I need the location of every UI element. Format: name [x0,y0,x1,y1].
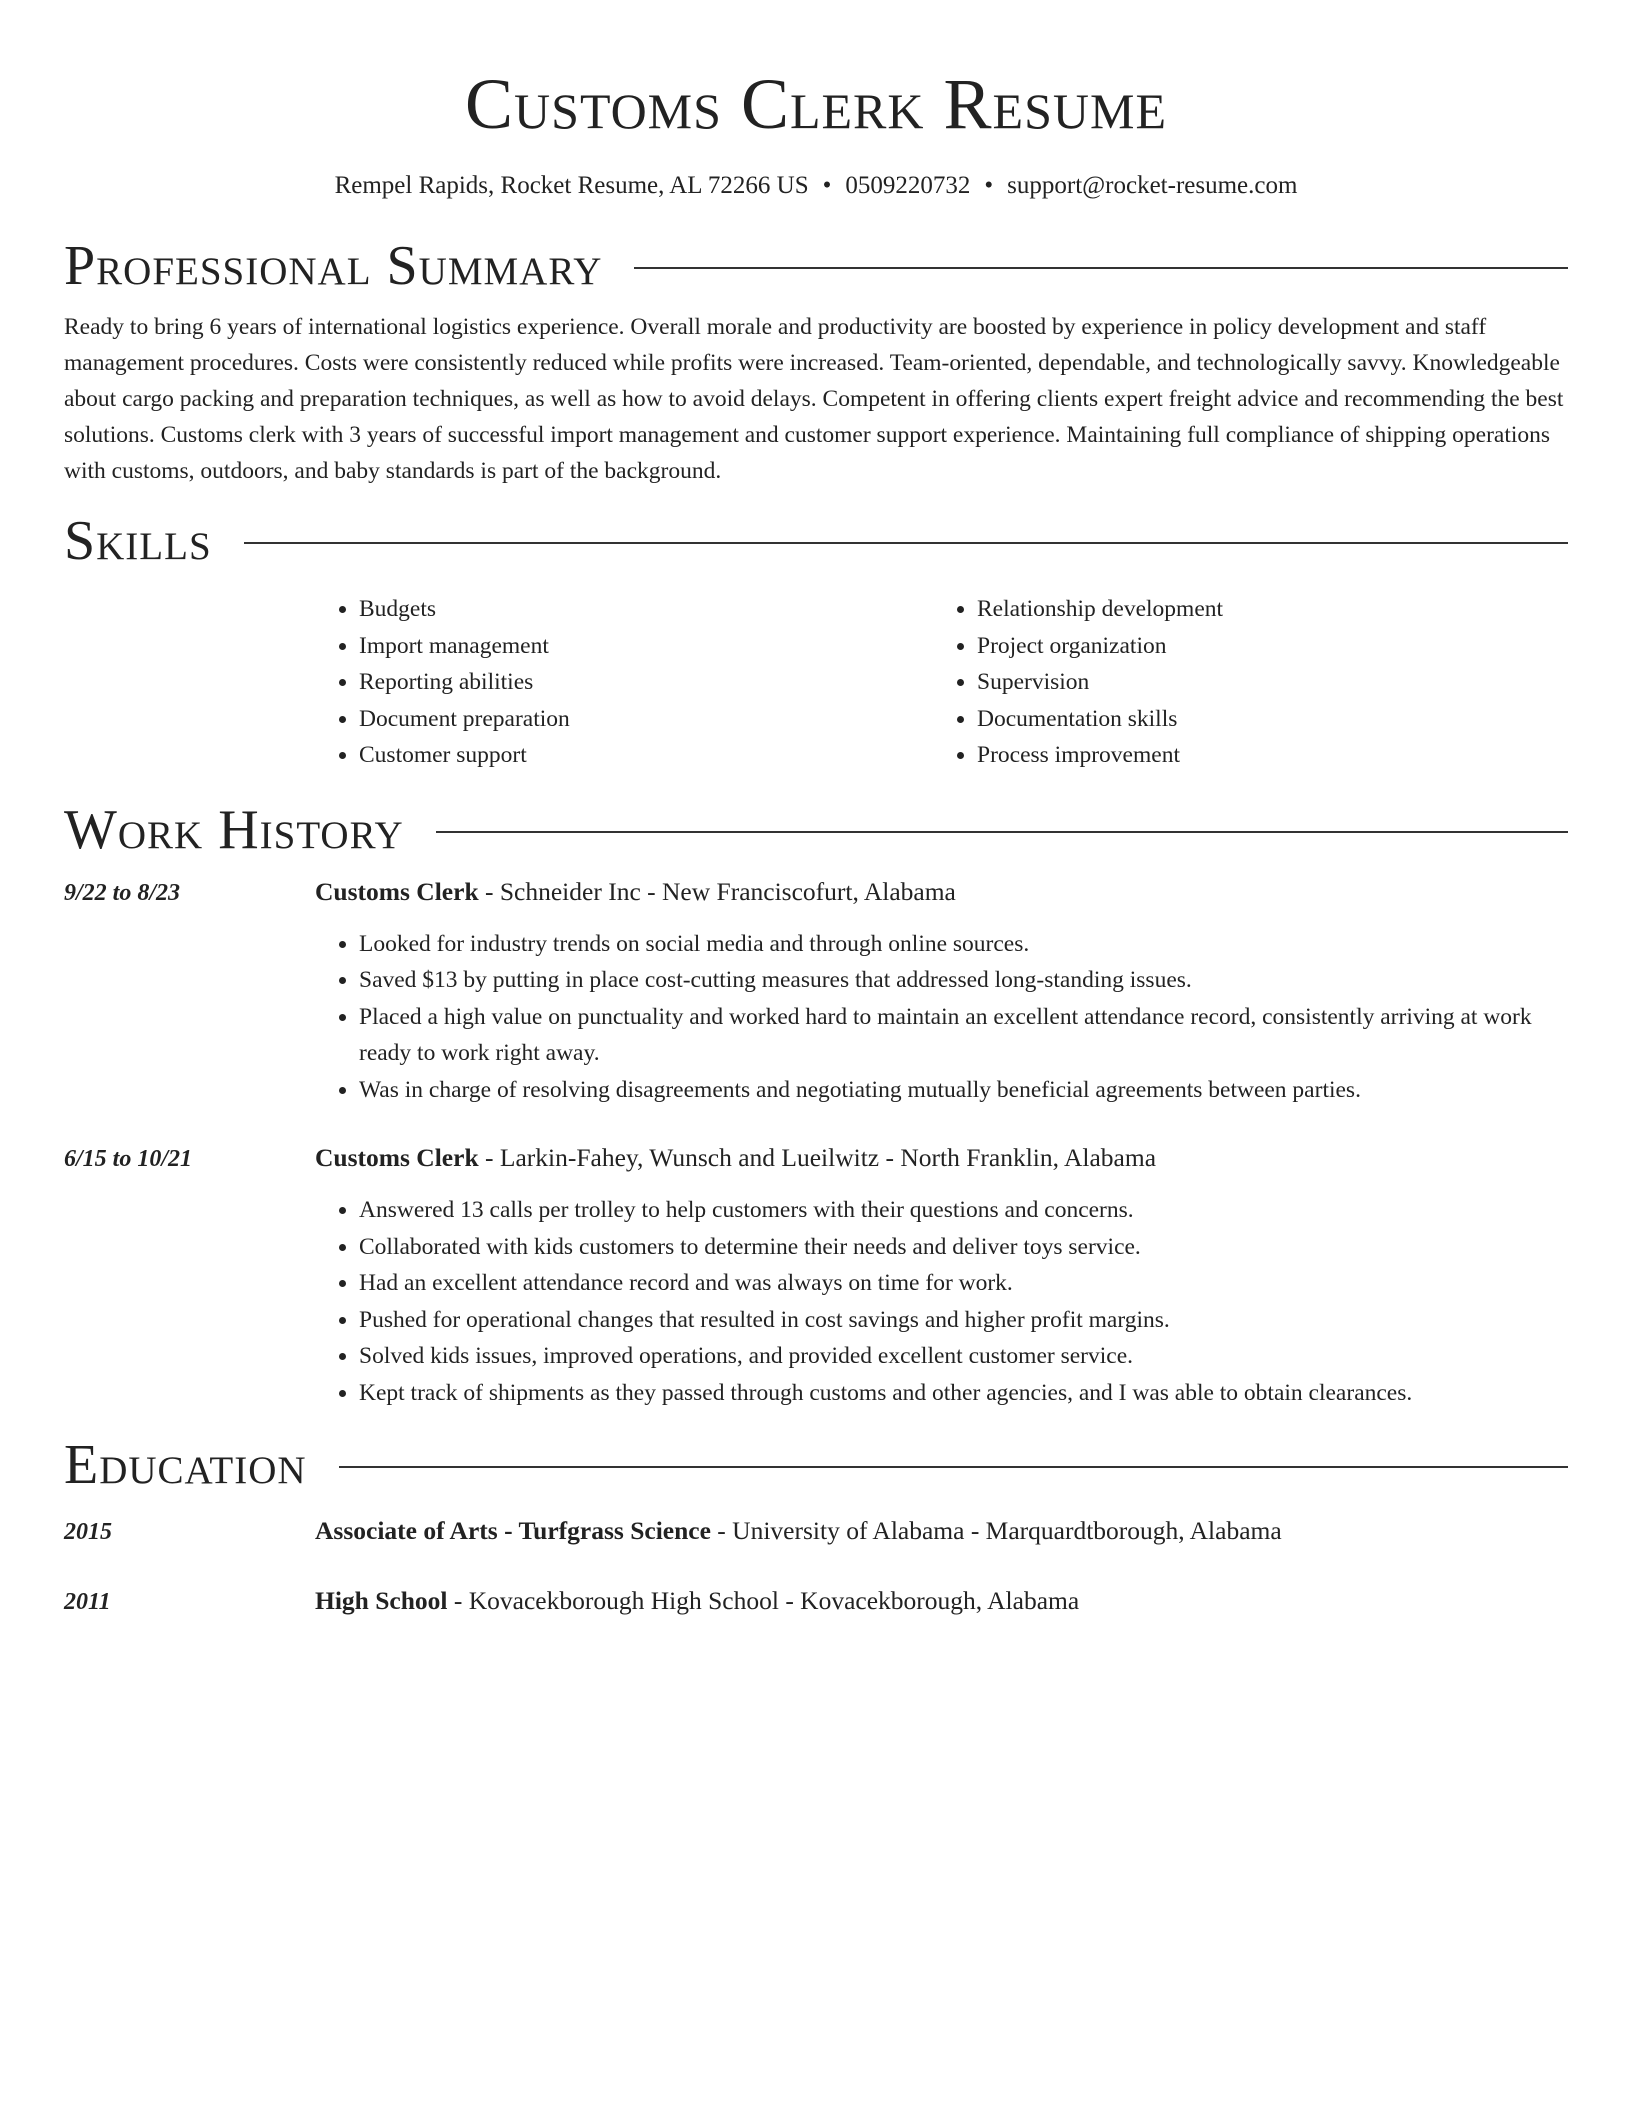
resume-title: Customs Clerk Resume [465,64,1167,144]
skills-section-header [64,509,1568,573]
section-divider [339,1466,1568,1468]
job-bullet: • Collaborated with kids customers to determine their needs and deliver toys service. [359,1229,1568,1266]
work-section-header [64,798,1568,862]
job-bullet: • Solved kids issues, improved operations, and provided excellent customer service. [359,1338,1568,1375]
job-bullet: • Placed a high value on punctuality and worked hard to maintain an excellent attendance record, consistently arriving at work ready to work right away. [359,999,1568,1072]
job-title: Customs Clerk [315,1143,479,1172]
summary-text: Ready to bring 6 years of international logistics experience. Overall morale and productivity are boosted by experience in policy development and staff management procedures. Costs were consistently reduced while profits were increased. Team-oriented, dependable, and technologically savvy. Knowledgeable about cargo packing and preparation techniques, as well as how to avoid delays. Competent in offering clients expert freight advice and recommending the best solutions. Customs clerk with 3 years of successful import management and customer support experience. Maintaining full compliance of shipping operations with customs, outdoors, and baby standards is part of the background. [64,314,1564,484]
section-divider [634,267,1568,269]
job-company: - Schneider Inc - New Franciscofurt, Alabama [478,876,956,906]
job-bullets [315,1192,1568,1411]
job-title: Customs Clerk [315,876,479,906]
job-entry [64,1142,1568,1411]
job-bullet: • Answered 13 calls per trolley to help customers with their questions and concerns. [359,1192,1568,1229]
contact-separator: • [984,172,994,199]
job-entry [64,876,1568,1109]
job-company: - Larkin-Fahey, Wunsch and Lueilwitz - North Franklin, Alabama [478,1143,1157,1172]
education-heading: Education [64,1434,307,1496]
skills-list [315,591,1568,774]
job-header [64,876,1568,909]
resume-page [64,0,1568,1618]
contact-address: Rempel Rapids, Rocket Resume, AL 72266 US [334,172,809,199]
skills-column-right [933,591,1551,774]
skill-item: • Documentation skills [977,701,1551,738]
skill-item: • Budgets [359,591,933,628]
job-bullets [315,926,1568,1109]
job-bullet: • Was in charge of resolving disagreements and negotiating mutually beneficial agreements between parties. [359,1072,1568,1109]
section-divider [436,831,1568,833]
education-title-line [315,1515,1282,1547]
job-title-line [315,876,956,908]
section-divider [244,542,1568,544]
contact-line [64,170,1568,202]
job-dates: 6/15 to 10/21 [64,1146,193,1172]
contact-email: support@rocket-resume.com [1007,172,1298,199]
skills-heading: Skills [64,510,212,572]
job-bullet: • Pushed for operational changes that resulted in cost savings and higher profit margins. [359,1302,1568,1339]
job-title-line [315,1142,1156,1174]
work-heading: Work History [64,798,404,861]
job-bullet: • Had an excellent attendance record and was always on time for work. [359,1265,1568,1302]
job-bullet: • Looked for industry trends on social media and through online sources. [359,926,1568,963]
job-dates: 9/22 to 8/23 [64,879,181,906]
skills-column-left [315,591,933,774]
skill-item: • Import management [359,628,933,665]
education-section-header [64,1433,1568,1497]
education-degree: Associate of Arts - Turfgrass Science [315,1516,711,1545]
skill-item: • Relationship development [977,591,1551,628]
skill-item: • Customer support [359,737,933,774]
education-entry [64,1585,1568,1618]
contact-phone: 0509220732 [845,172,971,199]
job-bullet: • Saved $13 by putting in place cost-cutting measures that addressed long-standing issues. [359,962,1568,999]
education-school: - Kovacekborough High School - Kovacekborough, Alabama [447,1586,1080,1615]
contact-separator: • [822,172,832,199]
education-entry [64,1515,1568,1548]
education-school: - University of Alabama - Marquardtborough, Alabama [710,1516,1282,1545]
summary-section-header [64,234,1568,298]
education-title-line [315,1585,1079,1617]
skill-item: • Reporting abilities [359,664,933,701]
education-year: 2011 [64,1589,111,1615]
skill-item: • Process improvement [977,737,1551,774]
job-bullet: • Kept track of shipments as they passed through customs and other agencies, and I was able to obtain clearances. [359,1375,1568,1412]
summary-heading: Professional Summary [64,235,603,297]
education-degree: High School [315,1586,448,1615]
skill-item: • Project organization [977,628,1551,665]
skill-item: • Document preparation [359,701,933,738]
skill-item: • Supervision [977,664,1551,701]
education-year: 2015 [64,1519,112,1545]
job-header [64,1142,1568,1175]
